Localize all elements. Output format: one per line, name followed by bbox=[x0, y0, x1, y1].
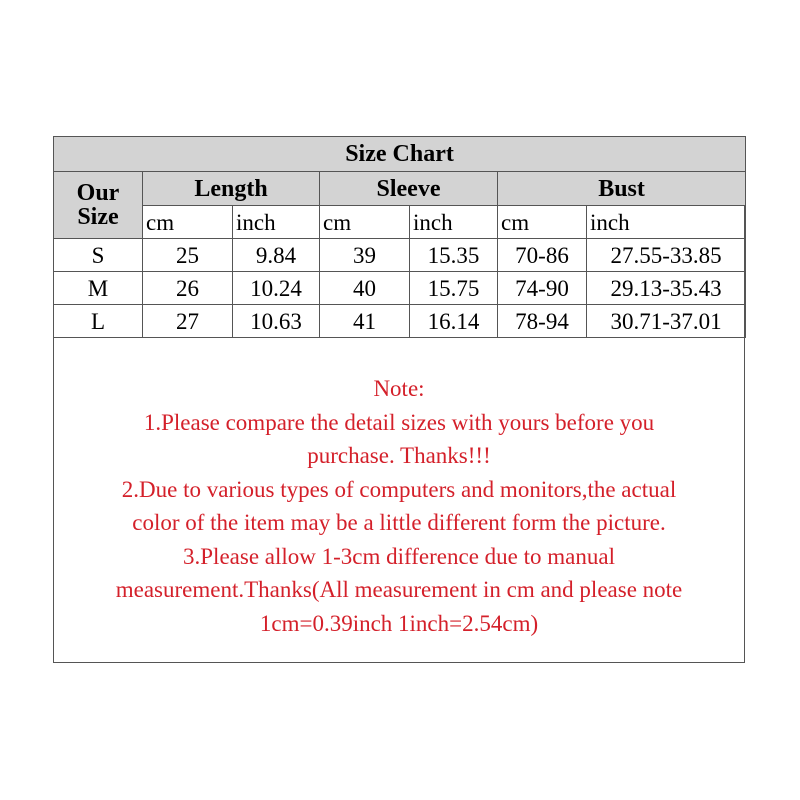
length-inch-cell: 9.84 bbox=[233, 239, 320, 272]
length-cm-cell: 27 bbox=[143, 305, 233, 338]
table-row bbox=[54, 239, 746, 272]
length-inch-cell: 10.24 bbox=[233, 272, 320, 305]
table-row bbox=[54, 272, 746, 305]
bust-inch-cell: 27.55-33.85 bbox=[587, 239, 746, 272]
note-line: 2.Due to various types of computers and monitors,the actual bbox=[121, 476, 677, 502]
size-label-cell: M bbox=[54, 272, 143, 305]
bust-header: Bust bbox=[498, 172, 746, 206]
unit-row bbox=[54, 206, 746, 239]
bust-cm-unit: cm bbox=[498, 206, 587, 239]
length-cm-cell: 25 bbox=[143, 239, 233, 272]
length-header: Length bbox=[143, 172, 320, 206]
bust-inch-cell: 29.13-35.43 bbox=[587, 272, 746, 305]
bust-cm-cell: 70-86 bbox=[498, 239, 587, 272]
note-line: measurement.Thanks(All measurement in cm and please note bbox=[115, 577, 683, 602]
note-line: color of the item may be a little different form the picture. bbox=[132, 510, 666, 535]
size-label-cell: S bbox=[54, 239, 143, 272]
size-chart-table bbox=[53, 136, 746, 338]
table-row bbox=[54, 305, 746, 338]
sleeve-cm-cell: 39 bbox=[320, 239, 410, 272]
sleeve-header: Sleeve bbox=[320, 172, 498, 206]
length-cm-cell: 26 bbox=[143, 272, 233, 305]
bust-cm-cell: 78-94 bbox=[498, 305, 587, 338]
our-label: Our bbox=[76, 180, 120, 206]
note-line: 3.Please allow 1-3cm difference due to manual bbox=[183, 543, 615, 569]
sleeve-inch-cell: 15.35 bbox=[410, 239, 498, 272]
bust-inch-unit: inch bbox=[587, 206, 746, 239]
size-label: Size bbox=[77, 204, 119, 230]
bust-inch-cell: 30.71-37.01 bbox=[587, 305, 746, 338]
length-cm-unit: cm bbox=[143, 206, 233, 239]
group-header-row bbox=[54, 172, 746, 206]
our-size-header bbox=[54, 172, 143, 239]
sleeve-cm-cell: 41 bbox=[320, 305, 410, 338]
size-label-cell: L bbox=[54, 305, 143, 338]
chart-title: Size Chart bbox=[54, 137, 746, 172]
note-line: 1cm=0.39inch 1inch=2.54cm) bbox=[259, 610, 539, 636]
note-heading: Note: bbox=[373, 376, 425, 401]
note-line: 1.Please compare the detail sizes with yours before you bbox=[143, 409, 655, 435]
sleeve-inch-cell: 16.14 bbox=[410, 305, 498, 338]
bust-cm-cell: 74-90 bbox=[498, 272, 587, 305]
sleeve-inch-unit: inch bbox=[410, 206, 498, 239]
title-row bbox=[54, 137, 746, 172]
length-inch-unit: inch bbox=[233, 206, 320, 239]
note-block bbox=[54, 372, 744, 640]
note-line: purchase. Thanks!!! bbox=[307, 443, 491, 468]
sleeve-cm-unit: cm bbox=[320, 206, 410, 239]
sleeve-inch-cell: 15.75 bbox=[410, 272, 498, 305]
sleeve-cm-cell: 40 bbox=[320, 272, 410, 305]
length-inch-cell: 10.63 bbox=[233, 305, 320, 338]
